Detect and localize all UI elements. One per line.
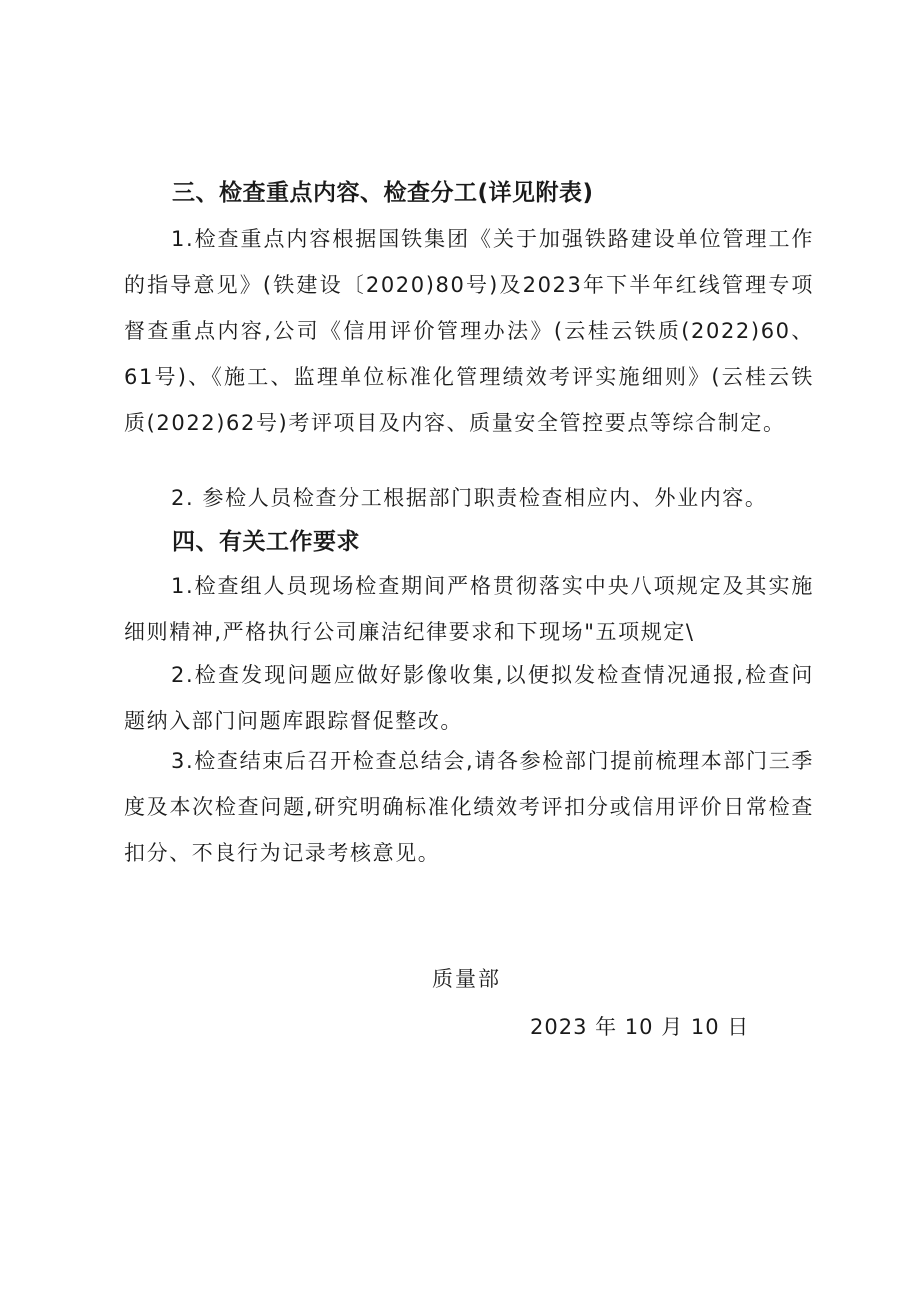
section-3-paragraph-1-text: 1.检查重点内容根据国铁集团《关于加强铁路建设单位管理工作的指导意见》(铁建设〔2020)80号)及2023年下半年红线管理专项督查重点内容,公司《信用评价管理办法》(云桂云铁质(2022)60、61号)、《施工、监理单位标准化管理绩效考评实施细则》(云桂云铁质(2022)62号)考评项目及内容、质量安全管控要点等综合制定。 <box>124 227 814 435</box>
section-4-heading: 四、有关工作要求 <box>172 529 360 555</box>
section-3-heading: 三、检查重点内容、检查分工(详见附表) <box>172 180 594 206</box>
section-3-paragraph-2-text: 2. 参检人员检查分工根据部门职责检查相应内、外业内容。 <box>171 486 768 510</box>
signing-date: 2023 年 10 月 10 日 <box>530 1015 750 1039</box>
signing-department: 质量部 <box>432 967 501 991</box>
section-4-paragraph-3 <box>124 738 814 876</box>
section-4-paragraph-3-text: 3.检查结束后召开检查总结会,请各参检部门提前梳理本部门三季度及本次检查问题,研究明确标准化绩效考评扣分或信用评价日常检查扣分、不良行为记录考核意见。 <box>124 749 814 865</box>
section-4-paragraph-1 <box>124 563 814 655</box>
section-4-paragraph-2 <box>124 652 814 744</box>
section-3-paragraph-2 <box>124 475 814 521</box>
section-3-paragraph-1 <box>124 216 814 446</box>
section-4-paragraph-1-text: 1.检查组人员现场检查期间严格贯彻落实中央八项规定及其实施细则精神,严格执行公司廉洁纪律要求和下现场"五项规定\ <box>124 574 814 644</box>
section-4-paragraph-2-text: 2.检查发现问题应做好影像收集,以便拟发检查情况通报,检查问题纳入部门问题库跟踪督促整改。 <box>124 663 814 733</box>
